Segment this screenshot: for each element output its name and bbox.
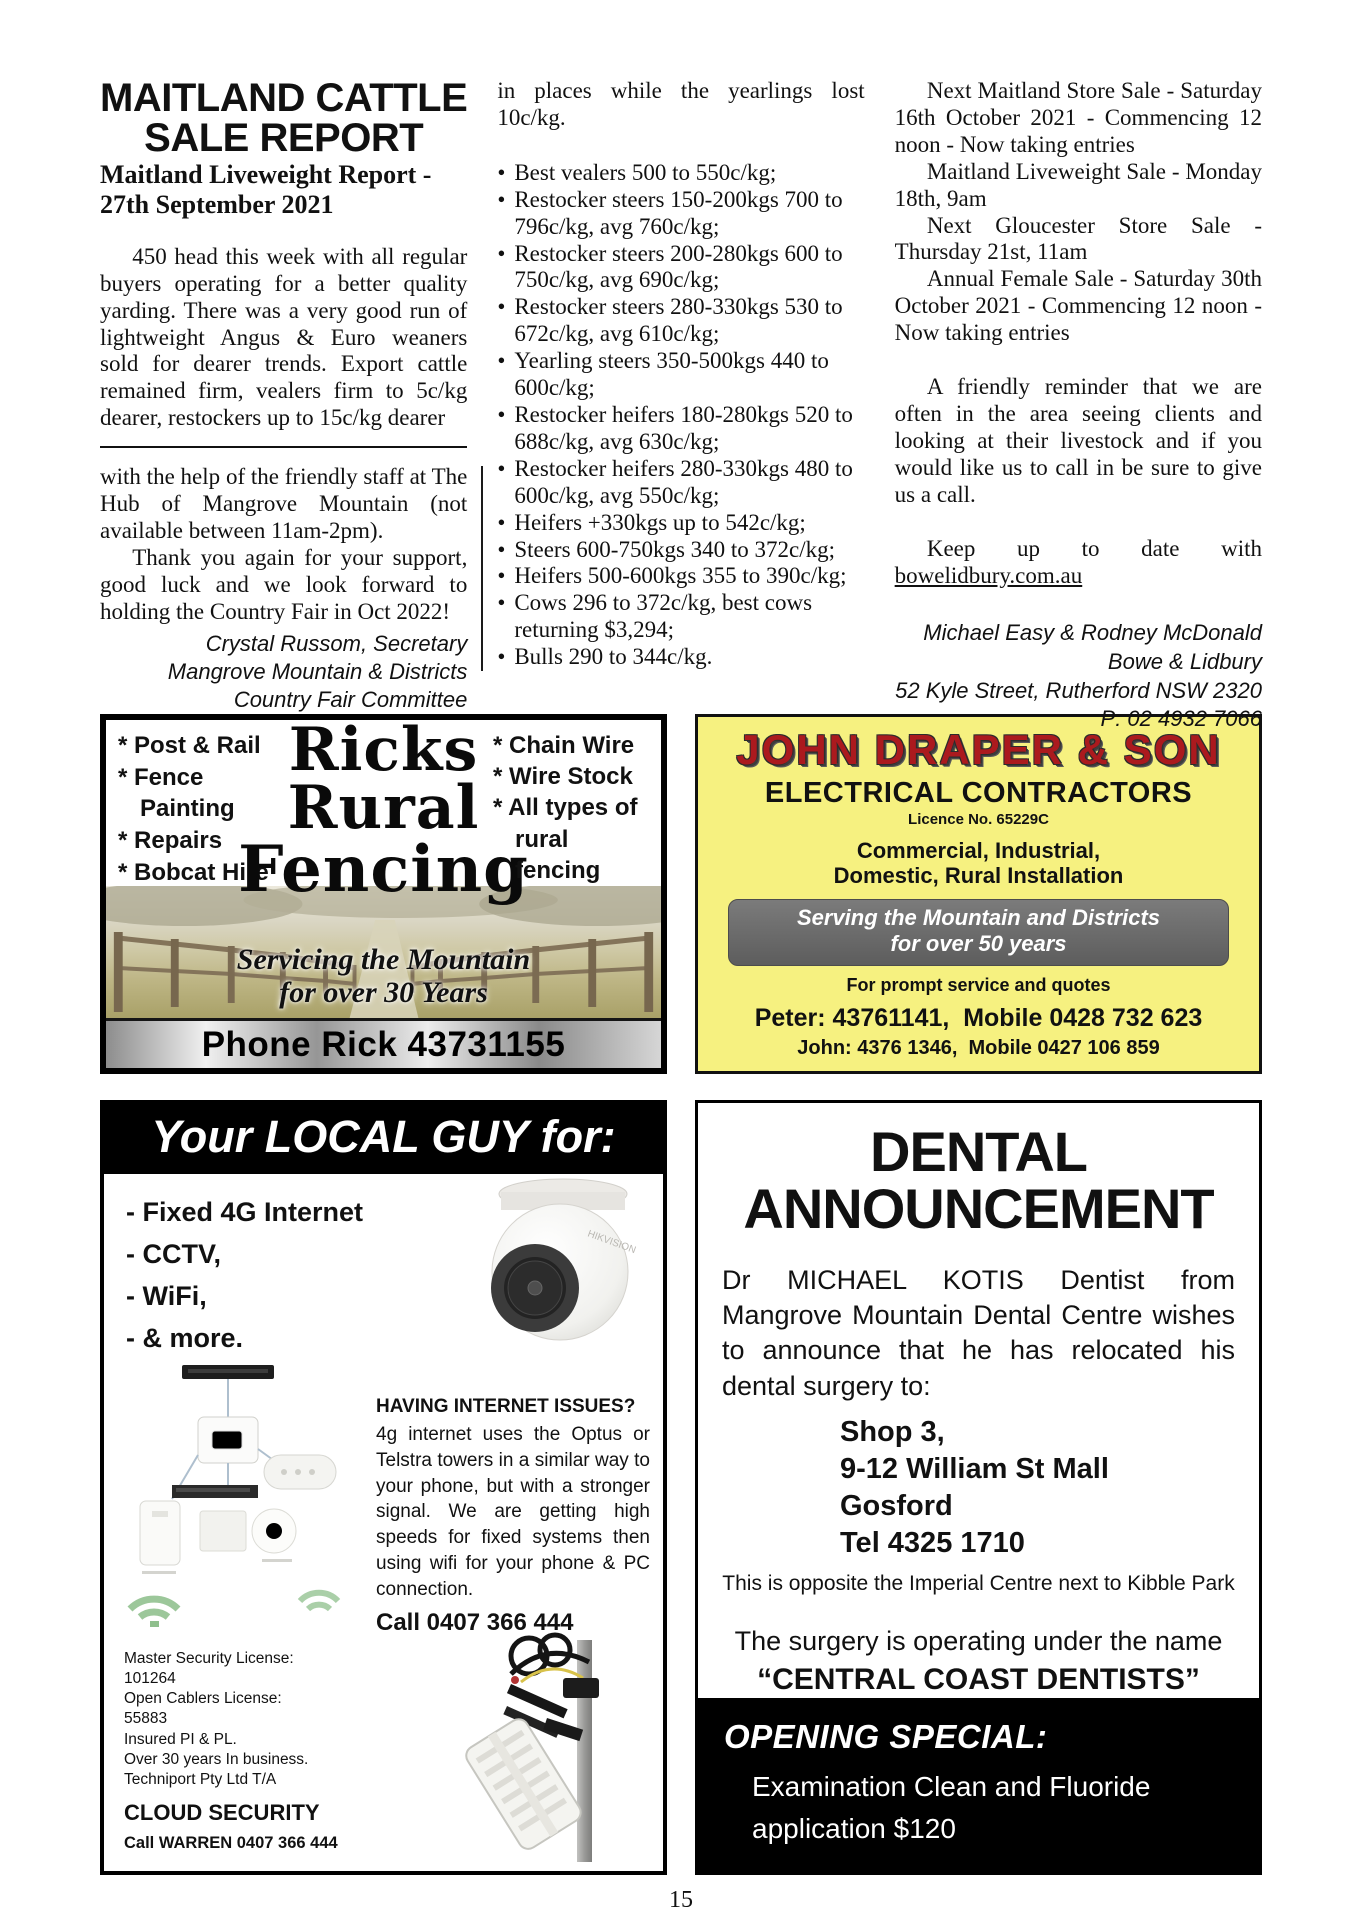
list-item bbox=[497, 563, 864, 590]
price-bullet-list bbox=[497, 160, 864, 671]
service-item: - & more. bbox=[126, 1322, 244, 1353]
signature-line: Bowe & Lidbury bbox=[1107, 649, 1262, 674]
bullet-dot: • bbox=[497, 348, 506, 374]
service-item: - CCTV, bbox=[126, 1238, 222, 1269]
sale-date: Next Gloucester Store Sale - Thursday 21st, 11am bbox=[894, 212, 1262, 265]
license-line: Master Security License: bbox=[124, 1650, 294, 1667]
ricks-rural-fencing-ad bbox=[100, 714, 667, 1074]
service-item: * Repairs bbox=[118, 827, 223, 855]
camera-brand-label: HIKVISION bbox=[585, 1228, 638, 1257]
address-line: Shop 3, bbox=[840, 1415, 945, 1448]
article-paragraph: Thank you again for your support, good luck and we look forward to holding the Country Fair in Oct 2022! bbox=[100, 544, 468, 624]
banner-line: for over 50 years bbox=[890, 931, 1067, 957]
article-subtitle: Maitland Liveweight Report - 27th September 2021 bbox=[100, 160, 432, 219]
tagline-line: for over 30 Years bbox=[279, 976, 488, 1010]
signature-line: Mangrove Mountain & Districts Country Fair Committee bbox=[167, 658, 468, 712]
draper-licence: Licence No. 65229C bbox=[908, 811, 1049, 828]
network-diagram-image bbox=[112, 1359, 362, 1627]
dental-location-note: This is opposite the Imperial Centre next to Kibble Park bbox=[722, 1572, 1235, 1596]
article-paragraph: with the help of the friendly staff at The Hub of Mangrove Mountain (not available between 11am-2pm). bbox=[100, 464, 468, 543]
list-item bbox=[497, 590, 864, 644]
draper-trade: ELECTRICAL CONTRACTORS bbox=[764, 777, 1193, 809]
agent-signature bbox=[895, 619, 1262, 733]
list-item bbox=[497, 456, 864, 510]
address-line: 9-12 William St Mall bbox=[840, 1452, 1109, 1485]
local-guy-internet-ad bbox=[100, 1100, 667, 1875]
dental-title-line: DENTAL bbox=[870, 1120, 1087, 1183]
signature-line: Michael Easy & Rodney McDonald bbox=[923, 620, 1262, 646]
ads-row-2 bbox=[100, 1100, 1262, 1875]
service-item: * Wire Stock bbox=[493, 763, 633, 791]
keep-up-to-date bbox=[895, 536, 1262, 590]
draper-serving-banner bbox=[728, 899, 1229, 967]
list-item bbox=[497, 241, 864, 295]
dental-title bbox=[722, 1120, 1235, 1241]
signature-line: 52 Kyle Street, Rutherford NSW 2320 bbox=[895, 677, 1262, 703]
bullet-dot: • bbox=[497, 455, 506, 481]
article-title bbox=[100, 78, 467, 158]
bullet-dot: • bbox=[497, 240, 506, 266]
local-guy-banner: Your LOCAL GUY for: bbox=[104, 1104, 663, 1174]
article-title-line1: MAITLAND CATTLE bbox=[100, 76, 468, 120]
license-line: 101264 bbox=[124, 1670, 176, 1688]
sale-date: Next Maitland Store Sale - Saturday 16th October 2021 - Commencing 12 noon - Now taking entries bbox=[894, 78, 1262, 157]
bullet-text: Steers 600-750kgs 340 to 372c/kg; bbox=[514, 536, 836, 562]
ricks-business-name bbox=[234, 715, 534, 907]
bullet-text: Restocker steers 150-200kgs 700 to 796c/kg, avg 760c/kg; bbox=[514, 186, 843, 239]
column-divider bbox=[481, 466, 483, 671]
bullet-text: Yearling steers 350-500kgs 440 to 600c/kg; bbox=[514, 348, 829, 401]
opening-special-box bbox=[698, 1698, 1259, 1872]
cattle-sale-article bbox=[100, 76, 1262, 732]
tagline-line: Servicing the Mountain bbox=[236, 942, 531, 976]
draper-services-line: Domestic, Rural Installation bbox=[833, 863, 1124, 889]
bullet-dot: • bbox=[497, 186, 506, 212]
list-item bbox=[497, 187, 864, 241]
bullet-dot: • bbox=[497, 536, 506, 562]
cctv-camera-image bbox=[445, 1174, 655, 1354]
bullet-dot: • bbox=[497, 644, 506, 670]
fencing-tagline bbox=[106, 943, 661, 1010]
special-title: OPENING SPECIAL: bbox=[724, 1718, 1048, 1755]
bullet-text: Restocker heifers 180-280kgs 520 to 688c/kg, avg 630c/kg; bbox=[514, 401, 853, 454]
article-paragraph: 450 head this week with all regular buyers operating for a better quality yarding. There was a very good run of lightweight Angus & Euro weaners sold for dearer trends. Export cattle remained firm, vealers firm to 5c/kg dearer, restockers up to 15c/kg dearer bbox=[100, 243, 468, 431]
address-line: Gosford bbox=[840, 1489, 953, 1522]
local-guy-services bbox=[126, 1192, 363, 1359]
bullet-dot: • bbox=[497, 159, 506, 185]
list-item bbox=[497, 510, 864, 537]
issues-body: 4g internet uses the Optus or Telstra towers in a similar way to your phone, but with a stronger signal. We are getting high speeds for fixed systems then using wifi for your phone & PC connection. bbox=[376, 1424, 650, 1600]
sale-date: Annual Female Sale - Saturday 30th October 2021 - Commencing 12 noon - Now taking entries bbox=[894, 266, 1262, 346]
draper-phone-peter: Peter: 43761141, Mobile 0428 732 623 bbox=[754, 1004, 1203, 1033]
special-body: Examination Clean and Fluoride application $120 bbox=[752, 1771, 1151, 1844]
banner-line: Serving the Mountain and Districts bbox=[796, 904, 1161, 930]
ads-row-1 bbox=[100, 714, 1262, 1074]
bullet-dot: • bbox=[497, 590, 506, 616]
fair-committee-signature bbox=[100, 630, 467, 714]
dental-body: Dr MICHAEL KOTIS Dentist from Mangrove Mountain Dental Centre wishes to announce that he has relocated his dental surgery to: bbox=[722, 1265, 1235, 1401]
license-block bbox=[124, 1649, 364, 1854]
john-draper-electrical-ad bbox=[695, 714, 1262, 1074]
call-warren-number: Call WARREN 0407 366 444 bbox=[124, 1833, 338, 1852]
section-rule bbox=[100, 446, 467, 448]
draper-services-line: Commercial, Industrial, bbox=[856, 838, 1101, 863]
dental-announcement-ad bbox=[695, 1100, 1262, 1875]
address-line: Tel 4325 1710 bbox=[840, 1526, 1025, 1559]
service-item: * All types of rural fencing bbox=[493, 794, 638, 884]
service-item: * Post & Rail bbox=[118, 732, 261, 759]
business-name-line: Ricks bbox=[288, 715, 479, 785]
service-item: * Chain Wire bbox=[493, 732, 635, 759]
bullet-text: Cows 296 to 372c/kg, best cows returning $3,294; bbox=[514, 590, 813, 643]
company-name: CLOUD SECURITY bbox=[124, 1799, 320, 1825]
internet-issues-block bbox=[376, 1396, 650, 1637]
list-item bbox=[497, 537, 864, 564]
bullet-text: Restocker steers 280-330kgs 530 to 672c/kg, avg 610c/kg; bbox=[514, 294, 843, 347]
dental-operating-line: The surgery is operating under the name bbox=[734, 1626, 1223, 1657]
license-line: Over 30 years In business. bbox=[124, 1750, 309, 1768]
license-line: Insured PI & PL. bbox=[124, 1730, 237, 1748]
article-column-2 bbox=[497, 78, 864, 734]
dental-title-line: ANNOUNCEMENT bbox=[743, 1177, 1214, 1241]
bullet-dot: • bbox=[497, 509, 506, 535]
bullet-text: Restocker heifers 280-330kgs 480 to 600c/kg, avg 550c/kg; bbox=[514, 455, 853, 508]
license-line: Open Cablers License: bbox=[124, 1690, 282, 1708]
license-line: Techniport Pty Ltd T/A bbox=[124, 1770, 277, 1788]
list-item bbox=[497, 644, 864, 671]
bullet-text: Bulls 290 to 344c/kg. bbox=[514, 644, 713, 670]
bullet-text: Best vealers 500 to 550c/kg; bbox=[514, 159, 777, 185]
antenna-image bbox=[451, 1622, 641, 1867]
bullet-dot: • bbox=[497, 294, 506, 320]
draper-prompt-line: For prompt service and quotes bbox=[846, 975, 1111, 996]
page-number: 15 bbox=[669, 1887, 693, 1913]
draper-business-name: JOHN DRAPER & SON bbox=[736, 726, 1221, 773]
signature-line: P: 02 4932 7066 bbox=[1100, 706, 1262, 732]
business-name-line: Rural bbox=[287, 773, 480, 843]
dental-address bbox=[840, 1414, 1235, 1562]
bullet-dot: • bbox=[497, 563, 506, 589]
list-item bbox=[497, 294, 864, 348]
bullet-text: Heifers 500-600kgs 355 to 390c/kg; bbox=[514, 563, 847, 589]
license-line: 55883 bbox=[124, 1710, 168, 1728]
business-name-line: Fencing bbox=[238, 831, 529, 907]
dental-practice-name: “CENTRAL COAST DENTISTS” bbox=[757, 1663, 1200, 1697]
bullet-text: Heifers +330kgs up to 542c/kg; bbox=[514, 509, 806, 535]
article-column-1 bbox=[100, 78, 467, 734]
fencing-phone-bar: Phone Rick 43731155 bbox=[106, 1018, 661, 1068]
signature-line: Crystal Russom, Secretary bbox=[205, 630, 468, 656]
list-item bbox=[497, 160, 864, 187]
service-item: * Bobcat Hire bbox=[118, 858, 269, 886]
bullet-text: Restocker steers 200-280kgs 600 to 750c/kg, avg 690c/kg; bbox=[514, 240, 843, 293]
issues-call-number: Call 0407 366 444 bbox=[376, 1608, 574, 1636]
reminder-paragraph: A friendly reminder that we are often in the area seeing clients and looking at their livestock and if you would like us to call in be sure to give us a call. bbox=[894, 374, 1262, 507]
keepup-text: Keep up to date with bbox=[926, 535, 1262, 561]
bullet-dot: • bbox=[497, 401, 506, 427]
article-title-line2: SALE REPORT bbox=[144, 116, 424, 160]
service-item: * Fence Painting bbox=[118, 763, 235, 823]
article-paragraph: in places while the yearlings lost 10c/kg. bbox=[497, 78, 865, 130]
issues-title: HAVING INTERNET ISSUES? bbox=[376, 1396, 636, 1417]
website-link: bowelidbury.com.au bbox=[894, 562, 1083, 588]
fencing-services-right bbox=[493, 730, 653, 886]
service-item: - WiFi, bbox=[126, 1280, 207, 1311]
sale-date: Maitland Liveweight Sale - Monday 18th, 9am bbox=[894, 158, 1262, 211]
draper-phone-john: John: 4376 1346, Mobile 0427 106 859 bbox=[797, 1037, 1160, 1060]
list-item bbox=[497, 402, 864, 456]
service-item: - Fixed 4G Internet bbox=[126, 1197, 364, 1227]
article-column-3 bbox=[895, 78, 1262, 734]
list-item bbox=[497, 348, 864, 402]
